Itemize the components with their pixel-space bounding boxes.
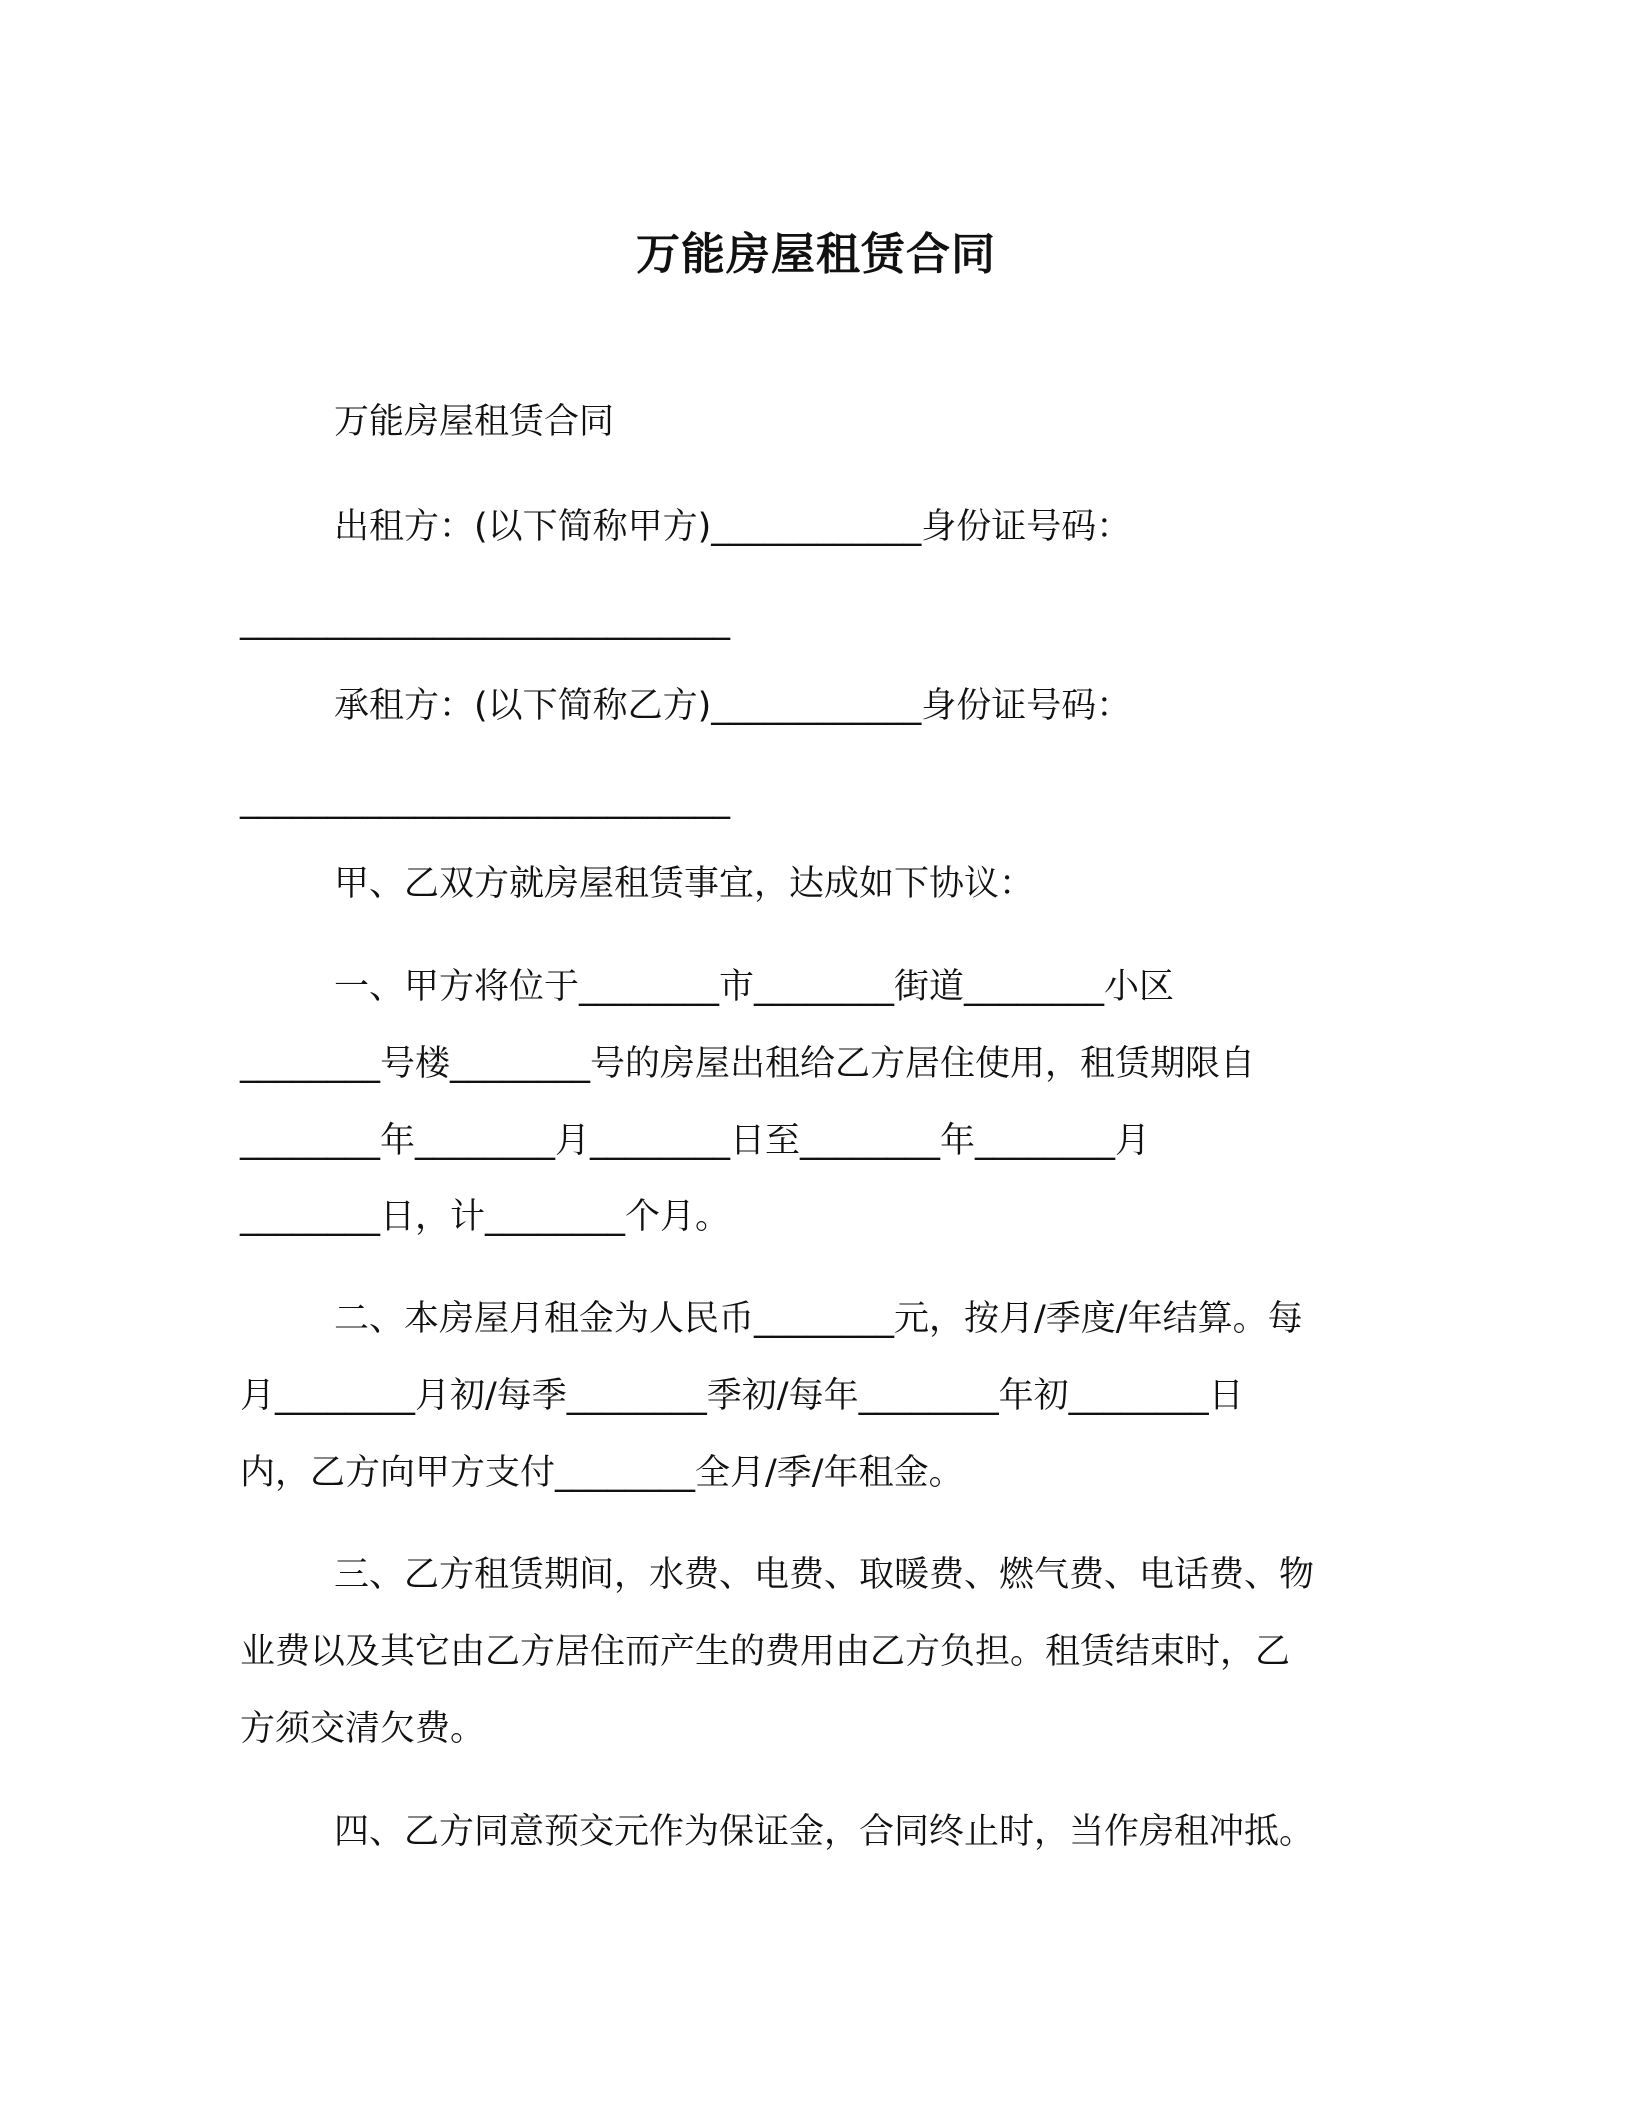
clause-4-line-1: 四、乙方同意预交元作为保证金，合同终止时，当作房租冲抵。 [334, 1812, 1315, 1852]
clause-1-line-2: ________号楼________号的房屋出租给乙方居住使用，租赁期限自 [240, 1044, 1256, 1084]
document-title: 万能房屋租赁合同 [636, 229, 996, 280]
clause-1-line-4: ________日，计________个月。 [240, 1197, 731, 1237]
lessee-id-blank: ____________________________ [240, 780, 730, 820]
clause-1-line-1: 一、甲方将位于________市________街道________小区 [334, 967, 1175, 1007]
clause-2-line-2: 月________月初/每季________季初/每年________年初________日 [240, 1376, 1244, 1416]
subtitle-line: 万能房屋租赁合同 [334, 402, 615, 442]
clause-3-line-1: 三、乙方租赁期间，水费、电费、取暖费、燃气费、电话费、物 [334, 1555, 1315, 1595]
agreement-intro: 甲、乙双方就房屋租赁事宜，达成如下协议： [334, 864, 1035, 904]
clause-2-line-1: 二、本房屋月租金为人民币________元，按月/季度/年结算。每 [334, 1299, 1303, 1339]
clause-2-line-3: 内，乙方向甲方支付________全月/季/年租金。 [240, 1453, 964, 1493]
clause-1-line-3: ________年________月________日至________年________月 [240, 1121, 1151, 1161]
lessee-line: 承租方：(以下简称乙方)____________身份证号码： [334, 686, 1132, 726]
lessor-line: 出租方：(以下简称甲方)____________身份证号码： [334, 507, 1132, 547]
lessor-id-blank: ____________________________ [240, 601, 730, 641]
clause-3-line-3: 方须交清欠费。 [240, 1709, 486, 1749]
clause-3-line-2: 业费以及其它由乙方居住而产生的费用由乙方负担。租赁结束时，乙 [240, 1632, 1291, 1672]
